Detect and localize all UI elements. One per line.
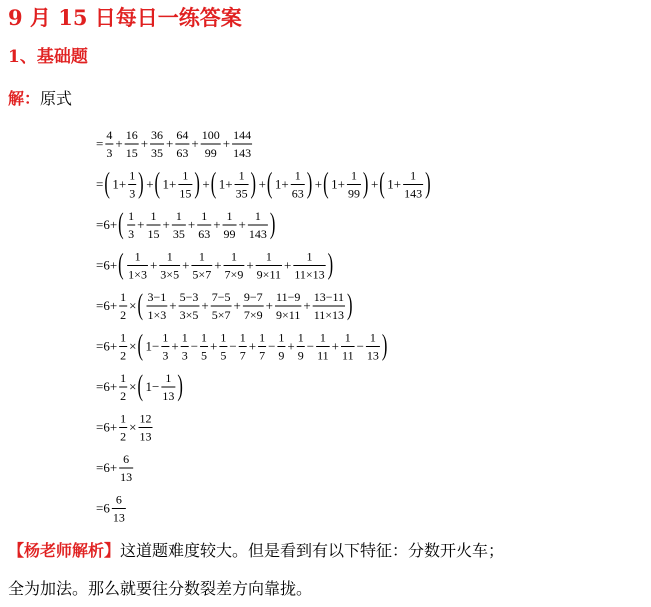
fraction-numerator: 1	[278, 330, 285, 345]
math-text: −	[229, 338, 237, 354]
math-text: +	[182, 257, 190, 273]
right-paren: )	[362, 166, 369, 200]
page-title: 9 月 15 日每日一练答案	[8, 5, 242, 30]
math-text: +	[238, 217, 246, 232]
fraction	[178, 169, 192, 201]
left-paren: (	[323, 166, 329, 200]
math-text: −	[306, 338, 315, 354]
fraction-numerator: 144	[233, 128, 252, 142]
fraction-denominator: 99	[204, 146, 217, 160]
math-text: +	[171, 338, 179, 354]
right-paren: )	[381, 328, 388, 362]
math-text: 1+	[331, 176, 345, 192]
fraction	[341, 331, 355, 363]
fraction-denominator: 63	[198, 227, 211, 241]
math-text: +	[214, 257, 222, 273]
fraction	[197, 209, 211, 241]
math-text: −	[356, 338, 364, 354]
section-heading: 1、基础题	[8, 47, 88, 67]
math-text: +	[233, 298, 241, 313]
fraction	[147, 209, 161, 241]
fraction	[291, 169, 305, 201]
right-paren: )	[194, 166, 200, 200]
fraction	[119, 452, 133, 484]
fraction	[191, 250, 212, 282]
math-text: +	[303, 298, 311, 313]
fraction-numerator: 1	[201, 209, 208, 223]
math-text: +	[137, 217, 145, 232]
fraction-numerator: 7−5	[211, 290, 231, 304]
math-text: +	[162, 217, 170, 232]
math-text: ×	[129, 298, 137, 313]
fraction-numerator: 1	[306, 249, 313, 264]
fraction-numerator: 1	[226, 209, 233, 223]
fraction-numerator: 1	[129, 168, 136, 183]
fraction-numerator: 1	[239, 330, 246, 345]
fraction	[201, 128, 221, 160]
fraction-denominator: 1×3	[147, 308, 167, 322]
fraction	[128, 169, 136, 201]
fraction-numerator: 1	[120, 290, 127, 304]
math-text: 1+	[387, 176, 402, 192]
right-paren: )	[177, 368, 183, 403]
fraction-numerator: 1	[120, 411, 127, 426]
left-paren: (	[118, 206, 124, 241]
math-text: +	[213, 217, 221, 232]
fraction	[223, 209, 237, 241]
fraction	[297, 331, 305, 363]
fraction	[125, 128, 139, 160]
fraction-numerator: 1	[181, 330, 188, 345]
fraction	[127, 209, 135, 241]
analysis-text-1: 这道题难度较大。但是看到有以下特征：分数开火车；	[120, 541, 505, 560]
fraction	[248, 209, 268, 241]
fraction-denominator: 7×9	[243, 308, 263, 322]
fraction-numerator: 1	[120, 330, 127, 345]
fraction	[112, 493, 126, 525]
fraction-denominator: 13	[162, 389, 175, 403]
math-text: =6	[96, 500, 110, 516]
fraction-numerator: 1	[220, 330, 227, 345]
math-step-row	[96, 207, 275, 241]
math-text: +	[140, 136, 149, 151]
analysis-label: 【杨老师解析】	[8, 541, 121, 560]
fraction	[316, 331, 330, 363]
fraction-denominator: 2	[120, 308, 127, 322]
fraction-denominator: 143	[233, 146, 252, 160]
fraction	[139, 412, 153, 444]
right-paren: )	[306, 166, 313, 200]
math-text: +	[149, 257, 158, 273]
math-text: 1+	[162, 176, 177, 192]
math-text: ×	[129, 379, 137, 394]
math-text: −	[268, 338, 276, 354]
fraction-numerator: 1	[319, 330, 326, 345]
math-text: +	[201, 298, 209, 313]
math-text: +	[166, 136, 174, 151]
fraction-numerator: 1	[369, 330, 376, 345]
fraction-denominator: 2	[120, 429, 127, 444]
fraction-denominator: 5×7	[192, 267, 212, 282]
fraction	[211, 290, 232, 322]
fraction-denominator: 3	[128, 227, 135, 241]
math-text: +	[314, 176, 323, 192]
fraction-numerator: 1	[230, 249, 237, 264]
fraction-numerator: 13−11	[313, 290, 345, 304]
math-text: 1+	[274, 176, 289, 192]
fraction-numerator: 11−9	[276, 290, 301, 304]
fraction-denominator: 3	[129, 186, 136, 201]
fraction-denominator: 11×13	[313, 308, 345, 322]
math-text: ×	[129, 338, 137, 354]
fraction	[119, 331, 127, 363]
fraction	[277, 331, 285, 363]
left-paren: (	[210, 166, 217, 200]
math-text: =	[96, 136, 104, 151]
math-text: +	[331, 338, 340, 354]
fraction-denominator: 7	[259, 348, 266, 363]
fraction-denominator: 7	[239, 348, 246, 363]
math-text: +	[258, 176, 266, 192]
math-text: +	[202, 176, 210, 192]
math-text: =6+	[96, 338, 118, 354]
math-text: +	[370, 176, 379, 192]
fraction	[258, 331, 266, 363]
fraction-numerator: 1	[166, 249, 173, 264]
fraction-denominator: 63	[176, 146, 189, 160]
fraction-numerator: 1	[238, 168, 245, 183]
fraction-denominator: 13	[139, 429, 152, 444]
fraction-numerator: 1	[128, 209, 135, 223]
left-paren: (	[137, 368, 144, 403]
fraction-numerator: 1	[134, 249, 141, 264]
math-text: −	[190, 338, 199, 354]
math-text: =6+	[96, 460, 118, 475]
fraction-numerator: 1	[297, 330, 304, 345]
math-step-row	[96, 412, 153, 444]
left-paren: (	[118, 247, 124, 281]
fraction-denominator: 7×9	[224, 267, 244, 282]
math-text: 1+	[112, 176, 127, 192]
fraction	[127, 250, 148, 282]
fraction-numerator: 1	[120, 371, 127, 385]
fraction-denominator: 35	[235, 186, 248, 201]
left-paren: (	[379, 166, 385, 200]
fraction	[239, 331, 247, 363]
fraction	[159, 250, 180, 282]
fraction-numerator: 1	[175, 209, 182, 223]
fraction-denominator: 13	[120, 470, 133, 484]
right-paren: )	[425, 166, 431, 200]
fraction-numerator: 1	[410, 168, 417, 183]
fraction-denominator: 3	[106, 146, 113, 160]
fraction-numerator: 1	[294, 168, 301, 183]
math-text: =6+	[96, 217, 118, 232]
fraction-numerator: 1	[201, 330, 208, 345]
math-text: 1−	[145, 379, 160, 394]
fraction	[235, 169, 249, 201]
math-steps	[96, 122, 546, 527]
fraction	[181, 331, 189, 363]
fraction-denominator: 13	[366, 348, 379, 363]
fraction-denominator: 5	[201, 348, 208, 363]
fraction-denominator: 35	[151, 146, 164, 160]
fraction-numerator: 1	[344, 330, 351, 345]
math-step-row	[96, 247, 333, 281]
fraction-denominator: 9×11	[256, 267, 281, 282]
fraction	[172, 209, 186, 241]
fraction-numerator: 6	[123, 452, 130, 466]
fraction-numerator: 100	[201, 128, 220, 142]
left-paren: (	[266, 166, 273, 200]
left-paren: (	[137, 287, 144, 322]
math-text: +	[210, 338, 218, 354]
left-paren: (	[104, 166, 110, 200]
fraction-denominator: 99	[223, 227, 236, 241]
fraction	[403, 169, 423, 201]
fraction	[179, 290, 200, 322]
math-text: +	[246, 257, 254, 273]
fraction-denominator: 2	[120, 389, 127, 403]
math-text: +	[265, 298, 274, 313]
fraction-denominator: 35	[172, 227, 185, 241]
right-paren: )	[250, 166, 257, 200]
math-step-row	[96, 452, 133, 484]
analysis-line-1	[8, 538, 504, 564]
fraction	[293, 250, 325, 282]
math-text: +	[115, 136, 123, 151]
math-text: +	[222, 136, 231, 151]
fraction-denominator: 13	[112, 510, 125, 525]
left-paren: (	[137, 328, 144, 362]
fraction-numerator: 4	[106, 128, 113, 142]
fraction	[147, 290, 168, 322]
math-text: +	[284, 257, 292, 273]
fraction	[347, 169, 361, 201]
fraction-numerator: 9−7	[243, 290, 263, 304]
solution-intro	[8, 86, 72, 109]
math-step-row	[96, 128, 252, 160]
fraction-denominator: 3	[162, 348, 169, 363]
math-text: =6+	[96, 298, 118, 313]
fraction-numerator: 36	[151, 128, 164, 142]
right-paren: )	[269, 206, 276, 241]
left-paren: (	[154, 166, 161, 200]
fraction-denominator: 15	[147, 227, 160, 241]
fraction-numerator: 1	[198, 249, 205, 264]
fraction	[256, 250, 282, 282]
fraction	[243, 290, 264, 322]
math-step-row	[96, 166, 431, 200]
fraction	[275, 290, 301, 322]
fraction-denominator: 3	[181, 348, 188, 363]
fraction	[175, 128, 189, 160]
math-text: =6+	[96, 257, 118, 273]
fraction-denominator: 15	[125, 146, 138, 160]
math-text: +	[287, 338, 295, 354]
fraction	[105, 128, 113, 160]
math-text: +	[248, 338, 257, 354]
right-paren: )	[347, 287, 353, 322]
math-step-row	[96, 369, 183, 403]
fraction-numerator: 12	[139, 411, 152, 426]
fraction-numerator: 1	[165, 371, 172, 385]
fraction	[200, 331, 208, 363]
fraction-denominator: 11×13	[294, 267, 325, 282]
fraction	[313, 290, 345, 322]
right-paren: )	[327, 247, 334, 281]
fraction-denominator: 99	[347, 186, 360, 201]
fraction-denominator: 143	[248, 227, 267, 241]
fraction-denominator: 11	[317, 348, 329, 363]
fraction	[161, 331, 169, 363]
fraction-denominator: 9	[278, 348, 285, 363]
fraction-numerator: 1	[265, 249, 272, 264]
fraction-denominator: 63	[291, 186, 304, 201]
math-text: =	[96, 176, 104, 192]
fraction-denominator: 2	[120, 348, 127, 363]
fraction-denominator: 143	[404, 186, 423, 201]
fraction	[119, 371, 127, 403]
math-text: 1+	[218, 176, 233, 192]
fraction-numerator: 16	[125, 128, 138, 142]
fraction-denominator: 3×5	[179, 308, 199, 322]
fraction-numerator: 1	[259, 330, 266, 345]
fraction-numerator: 1	[150, 209, 157, 223]
fraction-denominator: 9	[297, 348, 304, 363]
fraction	[219, 331, 227, 363]
math-text: +	[146, 176, 154, 192]
fraction-denominator: 5	[220, 348, 227, 363]
math-step-row	[96, 288, 353, 322]
math-text: +	[191, 136, 199, 151]
fraction-numerator: 5−3	[179, 290, 199, 304]
math-text: +	[187, 217, 196, 232]
fraction	[224, 250, 245, 282]
fraction	[150, 128, 164, 160]
fraction-numerator: 1	[162, 330, 169, 345]
fraction	[119, 412, 127, 444]
math-text: +	[169, 298, 177, 313]
right-paren: )	[138, 166, 144, 200]
fraction-numerator: 1	[350, 168, 357, 183]
fraction-denominator: 9×11	[276, 308, 301, 322]
analysis-line-2: 全为加法。那么就要往分数裂差方向靠拢。	[8, 579, 313, 598]
fraction-numerator: 6	[115, 492, 122, 507]
math-text: =6+	[96, 379, 118, 394]
solution-text: 原式	[40, 89, 73, 108]
fraction-numerator: 3−1	[147, 290, 167, 304]
math-step-row	[96, 328, 387, 362]
fraction-numerator: 64	[176, 128, 189, 142]
math-text: 1−	[145, 338, 160, 354]
fraction-numerator: 1	[254, 209, 261, 223]
solution-label: 解：	[8, 89, 41, 108]
fraction-denominator: 5×7	[211, 308, 231, 322]
fraction-denominator: 11	[342, 348, 354, 363]
fraction-numerator: 1	[182, 168, 189, 183]
fraction	[366, 331, 380, 363]
fraction	[161, 371, 175, 403]
fraction	[232, 128, 252, 160]
math-text: ×	[129, 419, 137, 435]
fraction-denominator: 15	[179, 186, 192, 201]
math-step-row	[96, 493, 126, 525]
math-text: =6+	[96, 419, 118, 435]
fraction	[119, 290, 127, 322]
fraction-denominator: 1×3	[128, 267, 147, 282]
fraction-denominator: 3×5	[160, 267, 180, 282]
